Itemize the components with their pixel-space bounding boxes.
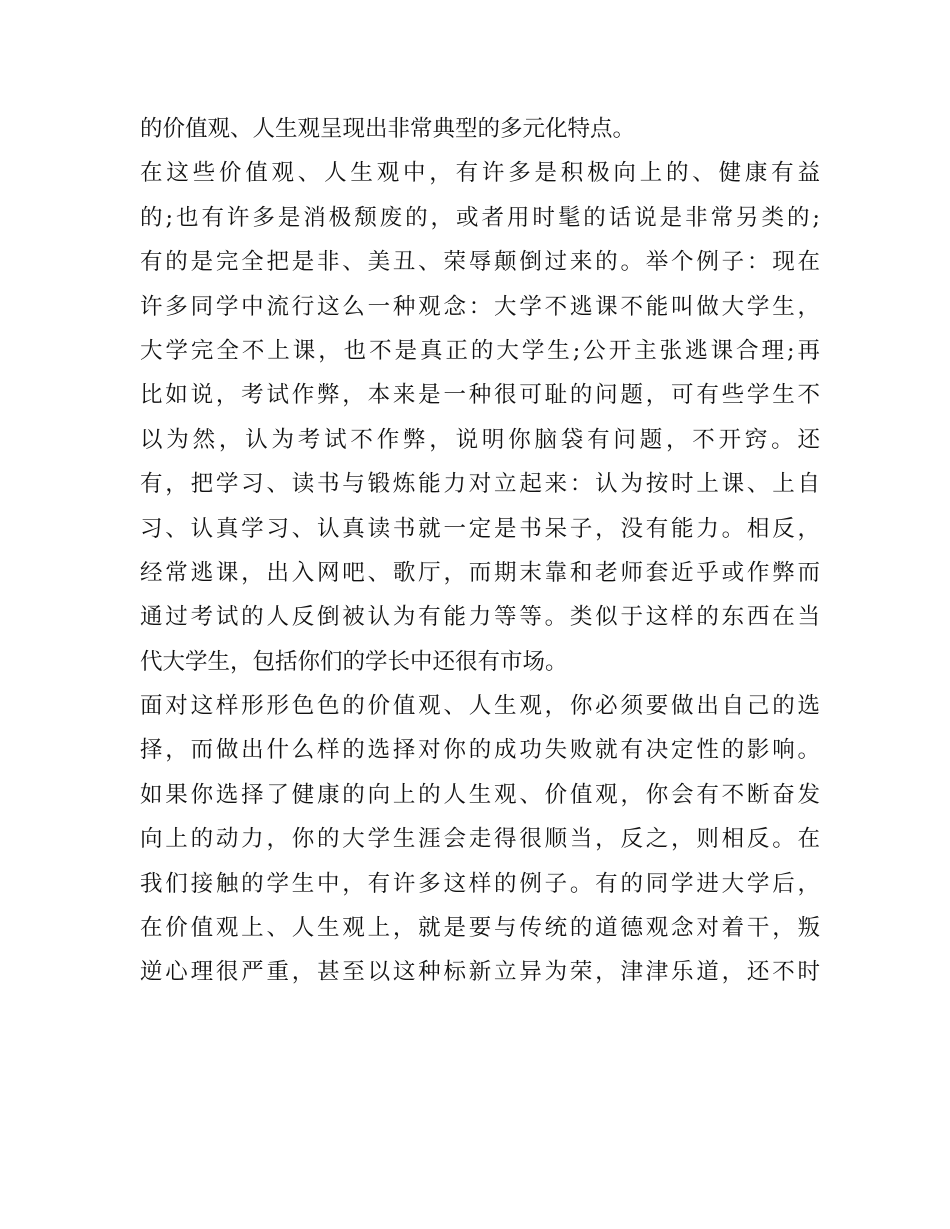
text-line: 向上的动力，你的大学生涯会走得很顺当，反之，则相反。在 <box>140 826 820 853</box>
text-line: 面对这样形形色色的价值观、人生观，你必须要做出自己的选 <box>140 693 820 720</box>
text-line: 许多同学中流行这么一种观念：大学不逃课不能叫做大学生， <box>140 293 820 320</box>
text-line: 有的是完全把是非、美丑、荣辱颠倒过来的。举个例子：现在 <box>140 249 820 276</box>
text-line: 在价值观上、人生观上，就是要与传统的道德观念对着干，叛 <box>140 915 820 942</box>
text-line: 逆心理很严重，甚至以这种标新立异为荣，津津乐道，还不时 <box>140 959 820 986</box>
text-line: 在这些价值观、人生观中，有许多是积极向上的、健康有益 <box>140 160 820 187</box>
text-line: 经常逃课，出入网吧、歌厅，而期末靠和老师套近乎或作弊而 <box>140 559 820 586</box>
text-line: 如果你选择了健康的向上的人生观、价值观，你会有不断奋发 <box>140 781 820 808</box>
text-line: 代大学生，包括你们的学长中还很有市场。 <box>140 648 568 675</box>
text-line: 习、认真学习、认真读书就一定是书呆子，没有能力。相反， <box>140 515 820 542</box>
text-line: 通过考试的人反倒被认为有能力等等。类似于这样的东西在当 <box>140 604 820 631</box>
text-line: 择，而做出什么样的选择对你的成功失败就有决定性的影响。 <box>140 737 820 764</box>
text-line: 我们接触的学生中，有许多这样的例子。有的同学进大学后， <box>140 870 820 897</box>
text-line: 的价值观、人生观呈现出非常典型的多元化特点。 <box>140 116 636 142</box>
body-text <box>140 107 820 995</box>
text-line: 大学完全不上课，也不是真正的大学生;公开主张逃课合理;再 <box>140 337 820 364</box>
text-line: 的;也有许多是消极颓废的，或者用时髦的话说是非常另类的; <box>140 204 820 231</box>
text-line: 以为然，认为考试不作弊，说明你脑袋有问题，不开窍。还 <box>140 426 820 453</box>
text-line: 比如说，考试作弊，本来是一种很可耻的问题，可有些学生不 <box>140 382 820 409</box>
text-line: 有，把学习、读书与锻炼能力对立起来：认为按时上课、上自 <box>140 471 820 498</box>
